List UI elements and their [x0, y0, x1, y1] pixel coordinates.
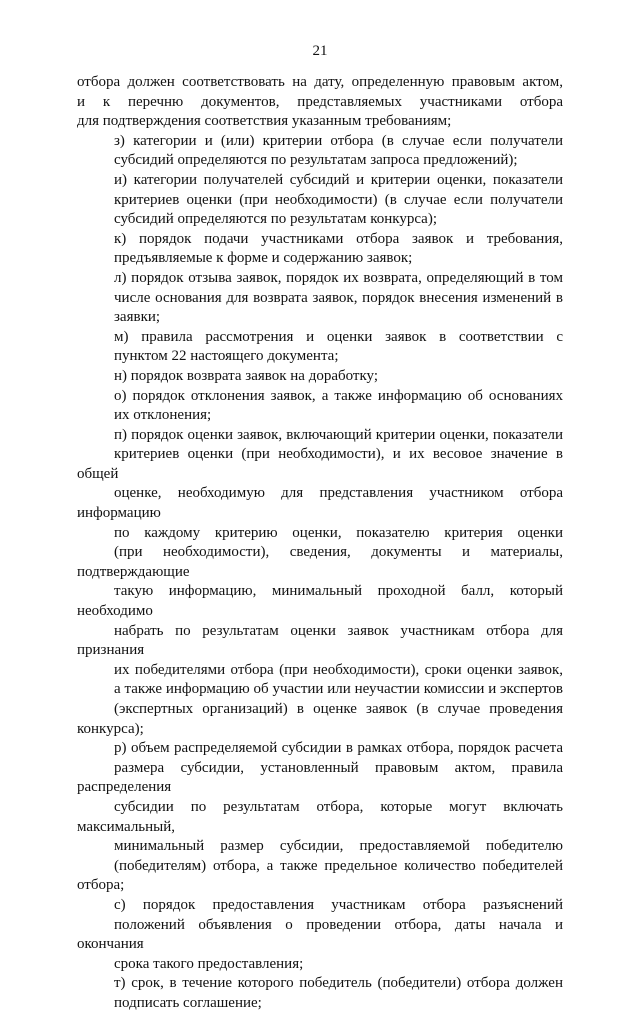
text-line: отбора должен соответствовать на дату, определенную правовым актом,: [77, 74, 563, 90]
text-line: набрать по результатам оценки заявок участникам отбора для признания: [77, 622, 563, 659]
text-line: (победителям) отбора, а также предельное количество победителей отбора;: [77, 857, 563, 894]
paragraph: [77, 896, 563, 974]
text-line: п) порядок оценки заявок, включающий критерии оценки, показатели: [114, 426, 563, 443]
text-line: числе основания для возврата заявок, порядок внесения изменений в: [114, 289, 563, 306]
text-line: субсидий определяются по результатам запроса предложений);: [114, 152, 518, 169]
text-line: с) порядок предоставления участникам отбора разъяснений: [114, 896, 563, 913]
text-line: субсидий определяются по результатам конкурса);: [114, 211, 437, 228]
text-line: и к перечню документов, представляемых участниками отбора: [77, 93, 563, 110]
text-line: субсидии по результатам отбора, которые могут включать максимальный,: [77, 798, 563, 835]
paragraph: [77, 387, 563, 426]
text-line: з) категории и (или) критерии отбора (в случае если получатели: [114, 132, 563, 149]
text-line: критериев оценки (при необходимости) (в случае если получатели: [114, 191, 563, 208]
paragraph: [77, 269, 563, 328]
text-line: по каждому критерию оценки, показателю критерия оценки: [114, 524, 563, 541]
text-line: (при необходимости), сведения, документы и материалы, подтверждающие: [77, 544, 563, 580]
text-line: критериев оценки (при необходимости), и их весовое значение в общей: [77, 446, 563, 482]
text-line: оценке, необходимую для представления участником отбора информацию: [77, 485, 563, 522]
text-line: к) порядок подачи участниками отбора заявок и требования,: [114, 230, 563, 247]
text-line: заявки;: [114, 309, 161, 326]
text-line: для подтверждения соответствия указанным требованиям;: [77, 113, 452, 130]
paragraph: [77, 739, 563, 896]
text-line: (экспертных организаций) в оценке заявок (в случае проведения конкурса);: [77, 701, 563, 737]
text-line: р) объем распределяемой субсидии в рамках отбора, порядок расчета: [114, 740, 563, 757]
text-line: м) правила рассмотрения и оценки заявок в соответствии с: [114, 328, 563, 345]
text-line: их отклонения;: [114, 407, 212, 424]
document-body: [77, 73, 563, 1014]
paragraph: [77, 73, 563, 132]
text-line: а также информацию об участии или неучастии комиссии и экспертов: [114, 681, 563, 698]
text-line: срока такого предоставления;: [114, 955, 304, 972]
text-line: размера субсидии, установленный правовым актом, правила распределения: [77, 759, 563, 796]
text-line: такую информацию, минимальный проходной балл, который необходимо: [77, 583, 563, 620]
page-number: 21: [312, 43, 328, 59]
paragraph: [77, 367, 563, 387]
paragraph: [77, 974, 563, 1013]
text-line: пунктом 22 настоящего документа;: [114, 348, 339, 365]
text-line: и) категории получателей субсидий и критерии оценки, показатели: [114, 171, 563, 188]
text-line: их победителями отбора (при необходимости), сроки оценки заявок,: [114, 661, 563, 678]
paragraph: [77, 230, 563, 269]
text-line: н) порядок возврата заявок на доработку;: [114, 367, 379, 384]
text-line: минимальный размер субсидии, предоставляемой победителю: [114, 838, 563, 855]
paragraph: [77, 171, 563, 230]
text-line: о) порядок отклонения заявок, а также информацию об основаниях: [114, 387, 563, 404]
text-line: подписать соглашение;: [114, 994, 262, 1011]
text-line: т) срок, в течение которого победитель (победители) отбора должен: [114, 975, 563, 992]
text-line: положений объявления о проведении отбора, даты начала и окончания: [77, 916, 563, 953]
text-line: л) порядок отзыва заявок, порядок их возврата, определяющий в том: [114, 269, 563, 286]
text-line: предъявляемые к форме и содержанию заявок;: [114, 250, 413, 267]
paragraph: [77, 328, 563, 367]
paragraph: [77, 426, 563, 740]
paragraph: [77, 132, 563, 171]
